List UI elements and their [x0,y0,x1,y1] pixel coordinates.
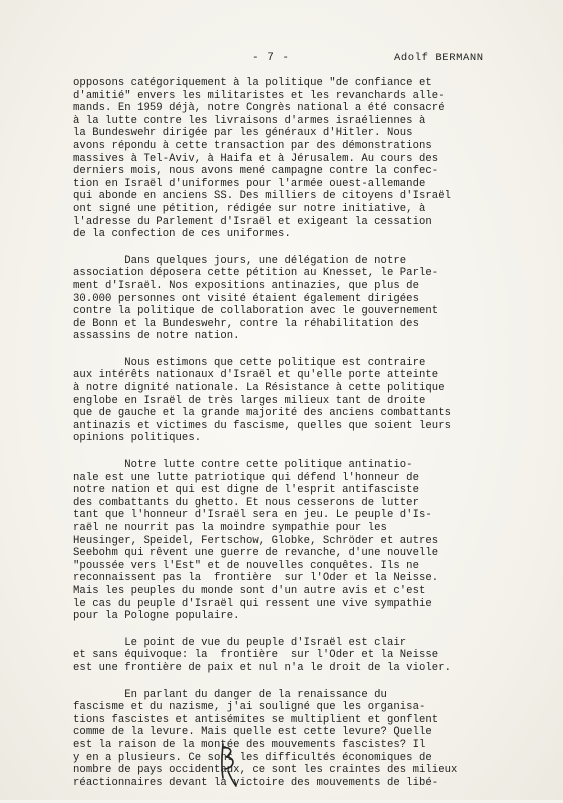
text-line: et sans équivoque: la frontière sur l'Oder et la Neisse [73,649,439,662]
page-header [0,52,563,68]
text-line: Le point de vue du peuple d'Israël est clair [73,636,407,649]
text-line: derniers mois, nous avons mené campagne contre la confec- [73,165,439,178]
text-line: est la raison de la montée des mouvements fascistes? Il [73,738,426,751]
text-line: mands. En 1959 déjà, notre Congrès national a été consacré [73,102,445,115]
text-line: avons répondu à cette transaction par des démonstrations [73,139,432,152]
text-line: raël ne nourrit pas la moindre sympathie pour les [73,522,387,534]
text-line: réactionnaires devant la victoire des mouvements de libé- [73,776,439,789]
text-line: notre nation et qui est digne de l'esprit antifasciste [73,484,419,497]
text-line: d'amitié" envers les militaristes et les revanchards alle- [73,89,445,102]
text-line: comme de la levure. Mais quelle est cette levure? Quelle [73,726,432,739]
text-line: est une frontière de paix et nul n'a le droit de la violer. [73,661,452,674]
text-line: à la lutte contre les livraisons d'armes israéliennes à [73,114,426,127]
text-line: contre la politique de collaboration avec le gouvernement [73,305,439,318]
text-line: que de gauche et la grande majorité des anciens combattants [73,407,452,420]
text-line: tant que l'honneur d'Israël sera en jeu. Le peuple d'Is- [73,509,432,522]
text-line: reconnaissent pas la frontière sur l'Oder et la Neisse. [73,572,439,585]
document-body [73,77,505,803]
text-line: "poussée vers l'Est" et de nouvelles conquêtes. Ils ne [73,559,419,572]
text-line: à notre dignité nationale. La Résistance à cette politique [73,382,445,395]
text-line: de la confection de ces uniformes. [73,228,291,241]
text-line: assassins de notre nation. [73,330,240,343]
paragraph [73,459,505,623]
text-line: En parlant du danger de la renaissance du [73,688,387,701]
text-line: tions fascistes et antisémites se multiplient et gonflent [73,713,439,726]
text-line: de Bonn et la Bundeswehr, contre la réhabilitation des [73,317,419,330]
handwritten-initial-signature [214,740,244,788]
text-line: tion en Israël d'uniformes pour l'armée ouest-allemande [73,177,426,190]
text-line: 30.000 personnes ont visité étaient également dirigées [73,292,419,305]
text-line: massives à Tel-Aviv, à Haifa et à Jérusalem. Au cours des [73,152,439,165]
paragraph [73,255,505,343]
text-line: y en a plusieurs. Ce sont les difficultés économiques de [73,751,432,764]
author-name: Adolf BERMANN [394,52,484,64]
text-line: opposons catégoriquement à la politique "de confiance et [73,77,432,89]
page-number: - 7 - [252,52,291,64]
text-line: opinions politiques. [73,432,202,445]
text-line: antinazis et victimes du fascisme, quelles que soient leurs [73,419,452,432]
text-line: aux intérêts nationaux d'Israël et qu'elle porte atteinte [73,369,439,382]
text-line: nombre de pays occidentaux, ce sont les craintes des milieux [73,764,458,777]
text-line: qui abonde en anciens SS. Des milliers de citoyens d'Israël [73,190,452,203]
text-line: Nous estimons que cette politique est contraire [73,356,426,369]
text-line: Mais les peuples du monde sont d'un autre avis et c'est [73,584,426,597]
text-line: Dans quelques jours, une délégation de notre [73,254,407,267]
text-line: Seebohm qui rêvent une guerre de revanche, d'une nouvelle [73,547,439,560]
text-line: l'adresse du Parlement d'Israël et exigeant la cessation [73,215,432,228]
text-line: nale est une lutte patriotique qui défend l'honneur de [73,471,419,484]
text-line: Heusinger, Speidel, Fertschow, Globke, Schröder et autres [73,534,439,547]
paragraph [73,637,505,675]
text-line: ont signé une pétition, rédigée sur notre initiative, à [73,202,426,215]
paragraph [73,357,505,445]
text-line: la Bundeswehr dirigée par les généraux d'Hitler. Nous [73,127,413,140]
text-line: Notre lutte contre cette politique antinatio- [73,459,413,472]
paragraph [73,689,505,790]
text-line: association déposera cette pétition au Knesset, le Parle- [73,267,439,280]
text-line: fascisme et du nazisme, j'ai souligné que les organisa- [73,701,426,714]
paragraph [73,77,505,241]
text-line: ment d'Israël. Nos expositions antinazies, que plus de [73,279,419,292]
text-line: englobe en Israël de très larges milieux tant de droite [73,394,426,407]
text-line: le cas du peuple d'Israël qui ressent une vive sympathie [73,597,432,610]
text-line: des combattants du ghetto. Et nous cesserons de lutter [73,496,419,509]
text-line: pour la Pologne populaire. [73,610,240,623]
